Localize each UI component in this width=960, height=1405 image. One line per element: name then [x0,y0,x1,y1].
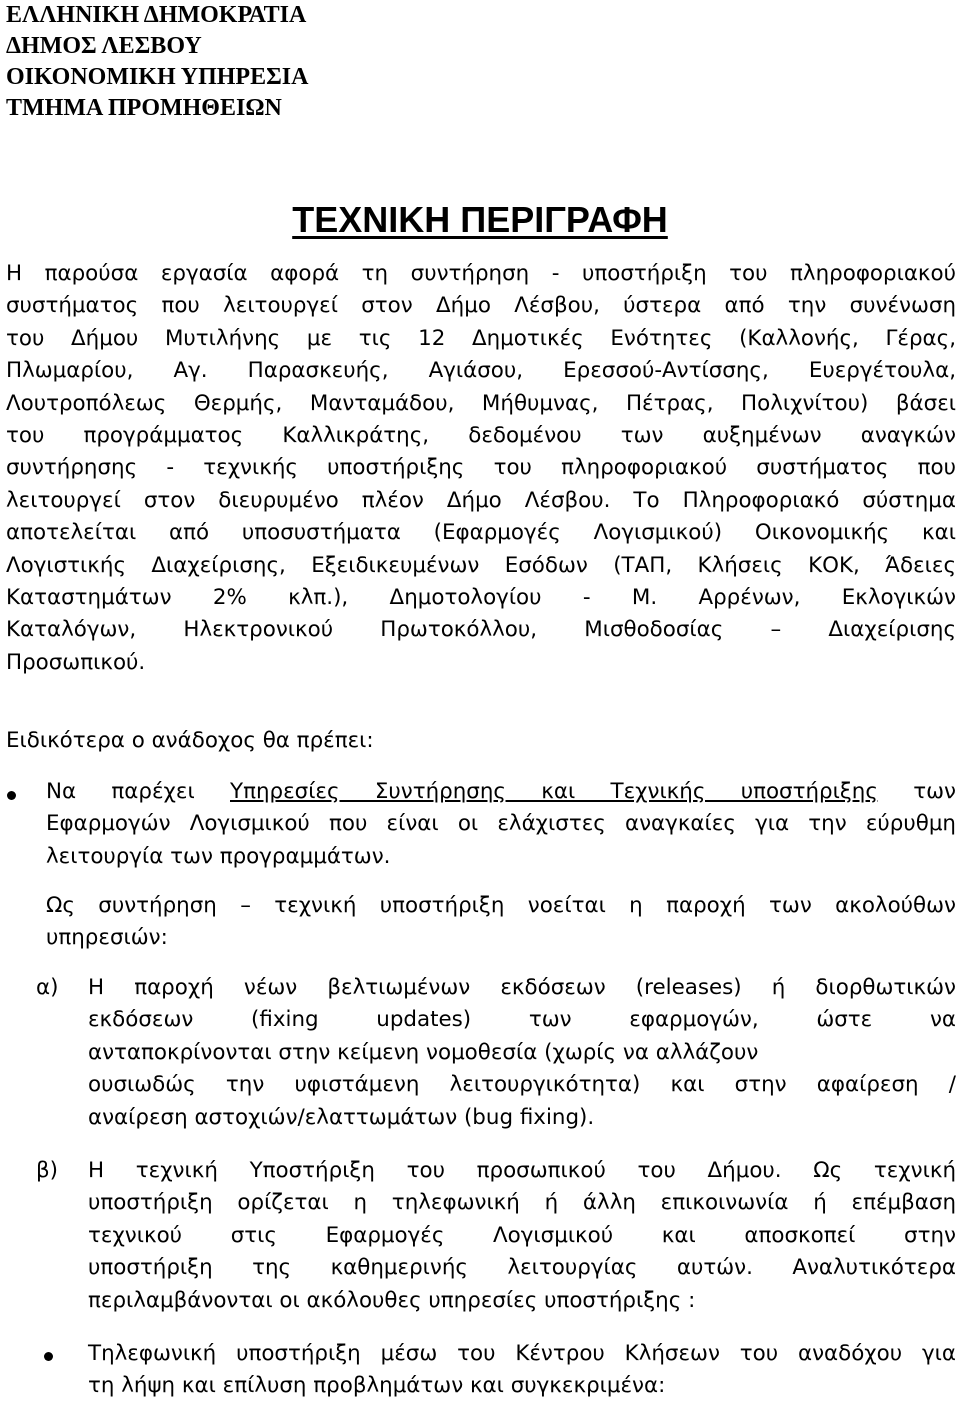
intro-line: Προσωπικού. [6,649,146,675]
header-line-municipality: ΔΗΜΟΣ ΛΕΣΒΟΥ [6,33,202,59]
bullet-item-phone-support [88,1338,956,1403]
intro-line: Λουτροπόλεως Θερμής, Μανταμάδου, Μήθυμνας, Πέτρας, Πολιχνίτου) βάσει [6,390,956,416]
item-b-line: περιλαμβάνονται οι ακόλουθες υπηρεσίες υποστήριξης : [88,1287,696,1313]
item-a-line: ουσιωδώς την υφιστάμενη λειτουργικότητα) και στην αφαίρεση / [88,1072,956,1098]
header-line-republic: ΕΛΛΗΝΙΚΗ ΔΗΜΟΚΡΑΤΙΑ [6,2,307,28]
intro-paragraph [6,258,956,679]
intro-line: συντήρησης - τεχνικής υποστήριξης του πληροφοριακού συστήματος που [6,455,956,481]
intro-line: Καταστημάτων 2% κλπ.), Δημοτολογίου - Μ. Αρρένων, Εκλογικών [6,585,956,611]
maintenance-line: υπηρεσιών: [46,925,168,951]
intro-line: Καταλόγων, Ηλεκτρονικού Πρωτοκόλλου, Μισθοδοσίας – Διαχείρισης [6,617,956,643]
intro-line: Η παρούσα εργασία αφορά τη συντήρηση - υποστήριξη του πληροφοριακού [6,261,956,286]
bullet-line: τη λήψη και επίλυση προβλημάτων και συγκεκριμένα: [88,1373,666,1399]
item-b-line: τεχνικού στις Εφαρμογές Λογισμικού και αποσκοπεί στην [88,1222,956,1248]
bullet-dot [7,791,16,800]
document-header [6,0,308,124]
bullet-line: Εφαρμογών Λογισμικού που είναι οι ελάχιστες αναγκαίες για την εύρυθμη [46,811,956,837]
bullet-line [46,776,956,808]
item-a-line: ανταποκρίνονται στην κείμενη νομοθεσία (χωρίς να αλλάζουν [88,1039,759,1065]
item-b-line: Η τεχνική Υποστήριξη του προσωπικού του Δήμου. Ως τεχνική [88,1158,956,1183]
bullet-line: Τηλεφωνική υποστήριξη μέσω του Κέντρου Κλήσεων του αναδόχου για [88,1341,956,1366]
header-line-department: ΤΜΗΜΑ ΠΡΟΜΗΘΕΙΩΝ [6,95,282,121]
bullet-line: λειτουργία των προγραμμάτων. [46,843,391,869]
bullet-suffix: των [913,779,956,804]
item-a-marker: α) [36,975,59,1000]
specifics-heading: Ειδικότερα ο ανάδοχος θα πρέπει: [6,728,374,753]
bullet-dot [44,1352,53,1361]
header-line-service: ΟΙΚΟΝΟΜΙΚΗ ΥΠΗΡΕΣΙΑ [6,64,309,90]
item-b-text [88,1155,956,1317]
bullet-prefix: Να παρέχει [46,779,195,804]
intro-line: συστήματος που λειτουργεί στον Δήμο Λέσβου, ύστερα από την συνένωση [6,293,956,319]
item-b-marker: β) [36,1158,58,1183]
intro-line: Λογιστικής Διαχείρισης, Εξειδικευμένων Εσόδων (ΤΑΠ, Κλήσεις ΚΟΚ, Άδειες [6,552,956,578]
intro-line: αποτελείται από υποσυστήματα (Εφαρμογές Λογισμικού) Οικονομικής και [6,520,956,546]
item-a-text [88,972,956,1134]
bullet-item-services [46,776,956,873]
maintenance-line: Ως συντήρηση – τεχνική υποστήριξη νοείται η παροχή των ακολούθων [46,893,956,918]
underlined-services: Υπηρεσίες Συντήρησης και Τεχνικής υποστήριξης [230,779,878,804]
maintenance-paragraph [46,890,956,955]
intro-line: λειτουργεί στον διευρυμένο πλέον Δήμο Λέσβου. Το Πληροφοριακό σύστημα [6,487,956,513]
item-b-line: υποστήριξη της καθημερινής λειτουργίας αυτών. Αναλυτικότερα [88,1255,956,1281]
item-a-line: εκδόσεων (fixing updates) των εφαρμογών, ώστε να [88,1007,956,1033]
item-b-line: υποστήριξη ορίζεται η τηλεφωνική ή άλλη επικοινωνία ή επέμβαση [88,1190,956,1216]
item-a-line: αναίρεση αστοχιών/ελαττωμάτων (bug fixing). [88,1104,595,1130]
intro-line: Πλωμαρίου, Αγ. Παρασκευής, Αγιάσου, Ερεσσού-Αντίσσης, Ευεργέτουλα, [6,358,956,384]
item-a-line: Η παροχή νέων βελτιωμένων εκδόσεων (releases) ή διορθωτικών [88,975,956,1000]
page-title: ΤΕΧΝΙΚΗ ΠΕΡΙΓΡΑΦΗ [292,199,668,240]
intro-line: του Δήμου Μυτιλήνης με τις 12 Δημοτικές Ενότητες (Καλλονής, Γέρας, [6,325,956,351]
intro-line: του προγράμματος Καλλικράτης, δεδομένου των αυξημένων αναγκών [6,423,956,449]
